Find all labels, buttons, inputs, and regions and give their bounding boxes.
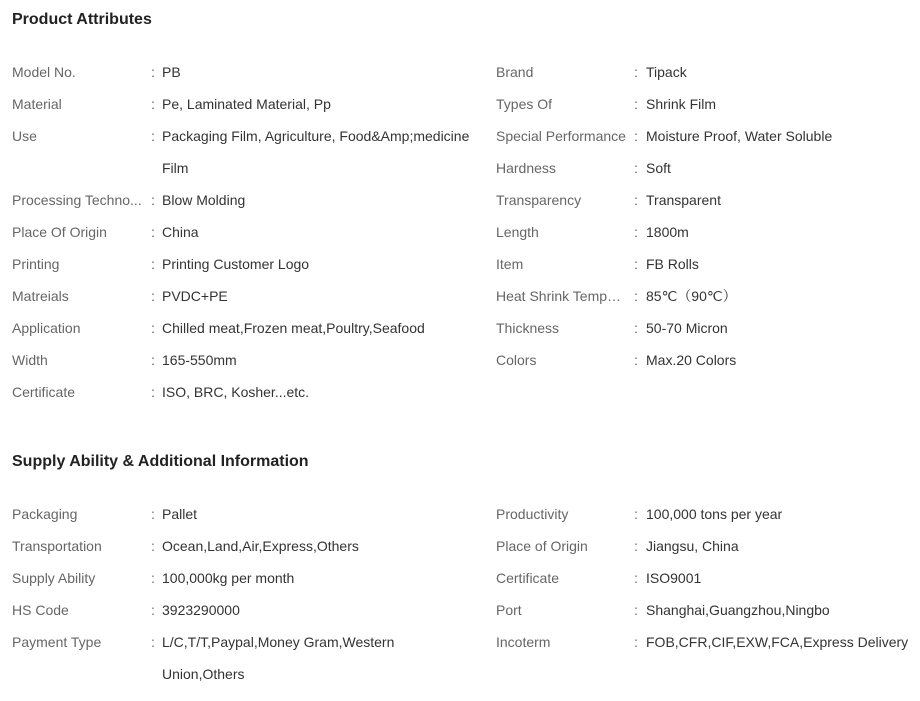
attribute-label: Certificate (496, 570, 560, 586)
attribute-value: Printing Customer Logo (162, 256, 310, 272)
attribute-label: Item (496, 256, 524, 272)
attribute-separator: : (151, 634, 155, 650)
attribute-separator: : (151, 538, 155, 554)
product-attributes-right-column (496, 56, 916, 376)
attribute-row (12, 312, 482, 344)
attribute-value: 50-70 Micron (646, 320, 728, 336)
attribute-separator: : (151, 192, 155, 208)
attribute-value: Transparent (646, 192, 721, 208)
attribute-row (496, 498, 916, 530)
attribute-value: Tipack (646, 64, 687, 80)
attribute-value: China (162, 224, 199, 240)
attribute-row (12, 376, 482, 408)
attribute-label: Length (496, 224, 539, 240)
attribute-row (496, 120, 916, 152)
attribute-value: Pallet (162, 506, 198, 522)
attribute-row (496, 56, 916, 88)
attribute-row (12, 562, 482, 594)
attribute-label: Special Performance (496, 128, 626, 144)
attribute-value: FB Rolls (646, 256, 699, 272)
attribute-label: Printing (12, 256, 60, 272)
attribute-value: PVDC+PE (162, 288, 228, 304)
attribute-row (12, 88, 482, 120)
attribute-separator: : (634, 288, 638, 304)
attribute-value: PB (162, 64, 181, 80)
attribute-label: Transparency (496, 192, 582, 208)
attribute-separator: : (151, 570, 155, 586)
attribute-label: Use (12, 128, 37, 144)
attribute-value: FOB,CFR,CIF,EXW,FCA,Express Delivery (646, 634, 909, 650)
attribute-row (496, 626, 916, 658)
attribute-row (12, 280, 482, 312)
attribute-separator: : (634, 352, 638, 368)
attribute-separator: : (151, 288, 155, 304)
attribute-separator: : (151, 64, 155, 80)
attribute-separator: : (634, 64, 638, 80)
attribute-row (12, 216, 482, 248)
attribute-value: ISO, BRC, Kosher...etc. (162, 384, 310, 400)
attribute-value: Pe, Laminated Material, Pp (162, 96, 331, 112)
attribute-row (12, 530, 482, 562)
supply-ability-left-column (12, 498, 482, 690)
attribute-label: Material (12, 96, 62, 112)
attribute-label: Thickness (496, 320, 560, 336)
attribute-separator: : (634, 570, 638, 586)
attribute-value: L/C,T/T,Paypal,Money Gram,Western Union,Others (162, 634, 395, 682)
attribute-separator: : (151, 602, 155, 618)
attribute-row (496, 248, 916, 280)
attribute-label: Types Of (496, 96, 553, 112)
attribute-value: 100,000kg per month (162, 570, 295, 586)
attribute-row (496, 280, 916, 312)
attribute-row (496, 184, 916, 216)
attribute-label: Hardness (496, 160, 556, 176)
attribute-label: Model No. (12, 64, 76, 80)
attribute-value: Blow Molding (162, 192, 246, 208)
attribute-row (12, 594, 482, 626)
attribute-separator: : (634, 538, 638, 554)
attribute-row (12, 344, 482, 376)
attribute-separator: : (151, 384, 155, 400)
attribute-separator: : (634, 602, 638, 618)
attribute-separator: : (634, 634, 638, 650)
attribute-value: Max.20 Colors (646, 352, 737, 368)
attribute-separator: : (151, 224, 155, 240)
attribute-label: Port (496, 602, 522, 618)
attribute-label: Incoterm (496, 634, 551, 650)
attribute-separator: : (634, 128, 638, 144)
attribute-row (496, 562, 916, 594)
attribute-row (12, 56, 482, 88)
attribute-value: Jiangsu, China (646, 538, 739, 554)
attribute-value: Soft (646, 160, 671, 176)
attribute-label: Packaging (12, 506, 78, 522)
attribute-separator: : (151, 506, 155, 522)
attribute-row (496, 216, 916, 248)
attribute-value: Packaging Film, Agriculture, Food&Amp;medicine Film (162, 128, 470, 176)
attribute-value: 3923290000 (162, 602, 240, 618)
attribute-separator: : (151, 320, 155, 336)
attribute-separator: : (151, 96, 155, 112)
attribute-label: Width (12, 352, 48, 368)
attribute-value: 100,000 tons per year (646, 506, 783, 522)
attribute-separator: : (634, 96, 638, 112)
attribute-row (12, 498, 482, 530)
attribute-value: Shrink Film (646, 96, 717, 112)
attribute-row (496, 312, 916, 344)
attribute-value: Shanghai,Guangzhou,Ningbo (646, 602, 830, 618)
attribute-row (12, 120, 482, 184)
attribute-value: Ocean,Land,Air,Express,Others (162, 538, 359, 554)
attribute-label: Productivity (496, 506, 569, 522)
product-attributes-title: Product Attributes (12, 11, 152, 28)
attribute-label: Heat Shrink Tempe... (496, 288, 626, 304)
attribute-label: Processing Techno... (12, 192, 142, 208)
attribute-label: Colors (496, 352, 537, 368)
attribute-value: Moisture Proof, Water Soluble (646, 128, 833, 144)
attribute-separator: : (634, 256, 638, 272)
attribute-label: Place Of Origin (12, 224, 107, 240)
product-attributes-left-column (12, 56, 482, 408)
attribute-separator: : (151, 128, 155, 144)
attribute-value: 165-550mm (162, 352, 237, 368)
attribute-row (12, 626, 482, 690)
attribute-row (12, 184, 482, 216)
attribute-label: Application (12, 320, 81, 336)
attribute-separator: : (634, 506, 638, 522)
attribute-value: 1800m (646, 224, 689, 240)
attribute-row (496, 152, 916, 184)
attribute-value: 85℃（90℃） (646, 288, 737, 304)
attribute-label: Supply Ability (12, 570, 96, 586)
attribute-value: ISO9001 (646, 570, 702, 586)
attribute-row (12, 248, 482, 280)
attribute-label: Matreials (12, 288, 69, 304)
attribute-row (496, 594, 916, 626)
attribute-separator: : (151, 352, 155, 368)
attribute-label: Brand (496, 64, 534, 80)
attribute-label: HS Code (12, 602, 69, 618)
supply-ability-right-column (496, 498, 916, 658)
attribute-row (496, 344, 916, 376)
supply-ability-title: Supply Ability & Additional Information (12, 453, 309, 470)
attribute-separator: : (634, 160, 638, 176)
attribute-separator: : (634, 320, 638, 336)
attribute-row (496, 530, 916, 562)
attribute-separator: : (634, 224, 638, 240)
attribute-label: Payment Type (12, 634, 102, 650)
attribute-separator: : (634, 192, 638, 208)
attribute-label: Certificate (12, 384, 76, 400)
attribute-value: Chilled meat,Frozen meat,Poultry,Seafood (162, 320, 425, 336)
attribute-separator: : (151, 256, 155, 272)
attribute-label: Transportation (12, 538, 102, 554)
attribute-label: Place of Origin (496, 538, 588, 554)
attribute-row (496, 88, 916, 120)
